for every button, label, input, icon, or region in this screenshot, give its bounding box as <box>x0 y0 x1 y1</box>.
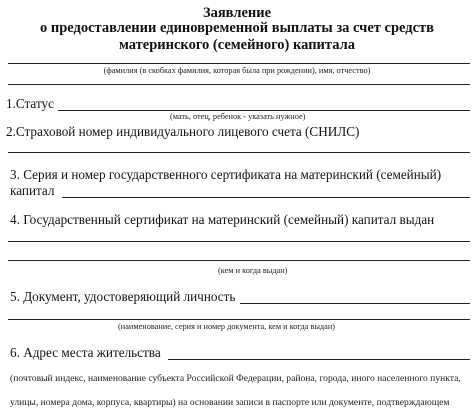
address-label: 6. Адрес места жительства <box>10 345 161 360</box>
identity-document-label: 5. Документ, удостоверяющий личность <box>10 289 236 304</box>
certificate-issuer-caption: (кем и когда выдан) <box>218 266 288 275</box>
status-field-line[interactable] <box>58 110 470 111</box>
certificate-number-field-line[interactable] <box>62 197 470 198</box>
identity-document-field-line-1[interactable] <box>240 303 470 304</box>
document-subtitle-line1: о предоставлении единовременной выплаты за счет средств <box>39 20 435 36</box>
address-caption-line2: улицы, номера дома, корпуса, квартиры) на основании записи в паспорте или документе, подтверждающем <box>10 397 450 408</box>
name-field-line[interactable] <box>8 63 470 64</box>
status-label: 1.Статус <box>6 96 54 111</box>
snils-field-line[interactable] <box>8 152 470 153</box>
document-title: Заявление <box>202 5 272 21</box>
name-field-line-2[interactable] <box>8 84 470 85</box>
address-caption-line1: (почтовый индекс, наименование субъекта Российской Федерации, района, города, иного населенного пункта, <box>10 373 461 384</box>
identity-document-field-line-2[interactable] <box>8 319 470 320</box>
certificate-number-label-cont: капитал <box>10 183 55 198</box>
address-field-line[interactable] <box>168 359 470 360</box>
status-caption: (мать, отец, ребенок - указать нужное) <box>170 112 306 121</box>
snils-label: 2.Страховой номер индивидуального лицевого счета (СНИЛС) <box>6 124 360 139</box>
certificate-issuer-field-line-2[interactable] <box>8 260 470 261</box>
identity-document-caption: (наименование, серия и номер документа, кем и когда выдан) <box>118 322 336 331</box>
certificate-number-label: 3. Серия и номер государственного сертификата на материнский (семейный) <box>10 167 442 182</box>
document-subtitle-line2: материнского (семейного) капитала <box>119 37 355 53</box>
certificate-issuer-field-line-1[interactable] <box>8 241 470 242</box>
certificate-issuer-label: 4. Государственный сертификат на материнский (семейный) капитал выдан <box>10 212 435 227</box>
name-field-caption: (фамилия (в скобках фамилия, которая была при рождении), имя, отчество) <box>103 66 371 75</box>
